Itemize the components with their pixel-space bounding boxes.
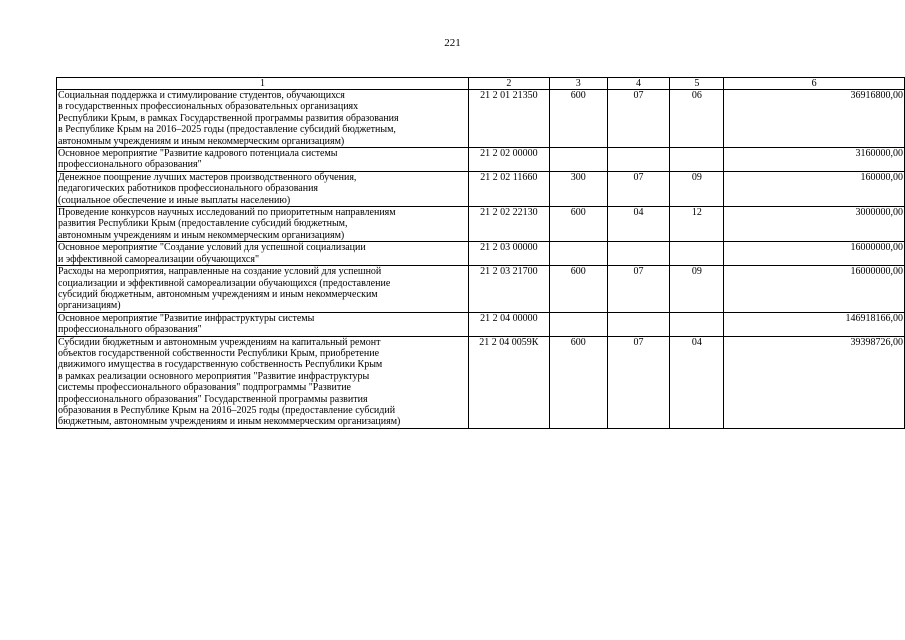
row-subsection: 06 xyxy=(670,90,724,148)
row-target-code: 21 2 03 00000 xyxy=(468,242,549,266)
row-subsection xyxy=(670,148,724,172)
row-target-code: 21 2 02 11660 xyxy=(468,171,549,206)
row-subsection: 09 xyxy=(670,171,724,206)
row-section xyxy=(607,312,670,336)
row-subsection xyxy=(670,242,724,266)
row-amount: 146918166,00 xyxy=(724,312,905,336)
row-subsection: 12 xyxy=(670,207,724,242)
table-row xyxy=(57,207,905,242)
column-header: 3 xyxy=(549,78,607,90)
row-description: Основное мероприятие "Развитие инфраструктуры системы профессионального образования" xyxy=(57,312,469,336)
column-header: 1 xyxy=(57,78,469,90)
row-target-code: 21 2 04 0059К xyxy=(468,336,549,428)
row-amount: 16000000,00 xyxy=(724,266,905,313)
table-row xyxy=(57,336,905,428)
row-subsection: 09 xyxy=(670,266,724,313)
row-section: 07 xyxy=(607,266,670,313)
row-description: Основное мероприятие "Развитие кадрового потенциала системы профессионального образования" xyxy=(57,148,469,172)
row-target-code: 21 2 04 00000 xyxy=(468,312,549,336)
row-expense-type: 600 xyxy=(549,207,607,242)
row-amount: 3000000,00 xyxy=(724,207,905,242)
row-subsection xyxy=(670,312,724,336)
row-expense-type: 300 xyxy=(549,171,607,206)
row-section xyxy=(607,242,670,266)
row-description: Социальная поддержка и стимулирование студентов, обучающихся в государственных профессиональных образовательных организациях Республики Крым, в рамках Государственной программы развития образования в Республике Крым на 2016–2025 годы (предоставление субсидий бюджетным, автономным учреждениям и иным некоммерческим организациям) xyxy=(57,90,469,148)
row-section: 04 xyxy=(607,207,670,242)
column-number-row xyxy=(57,78,905,90)
row-expense-type xyxy=(549,242,607,266)
budget-table xyxy=(56,77,905,429)
column-header: 4 xyxy=(607,78,670,90)
row-section xyxy=(607,148,670,172)
row-description: Основное мероприятие "Создание условий для успешной социализации и эффективной самореализации обучающихся" xyxy=(57,242,469,266)
row-target-code: 21 2 03 21700 xyxy=(468,266,549,313)
row-section: 07 xyxy=(607,336,670,428)
row-amount: 39398726,00 xyxy=(724,336,905,428)
row-amount: 16000000,00 xyxy=(724,242,905,266)
table-row xyxy=(57,90,905,148)
row-target-code: 21 2 02 00000 xyxy=(468,148,549,172)
row-target-code: 21 2 02 22130 xyxy=(468,207,549,242)
page-number: 221 xyxy=(444,37,461,49)
row-expense-type: 600 xyxy=(549,336,607,428)
row-expense-type xyxy=(549,148,607,172)
row-amount: 3160000,00 xyxy=(724,148,905,172)
table-row xyxy=(57,266,905,313)
row-amount: 36916800,00 xyxy=(724,90,905,148)
row-amount: 160000,00 xyxy=(724,171,905,206)
row-section: 07 xyxy=(607,90,670,148)
row-description: Расходы на мероприятия, направленные на создание условий для успешной социализации и эффективной самореализации обучающихся (предоставление субсидий бюджетным, автономным учреждениям и иным некоммерческим организациям) xyxy=(57,266,469,313)
column-header: 6 xyxy=(724,78,905,90)
row-expense-type: 600 xyxy=(549,90,607,148)
row-expense-type xyxy=(549,312,607,336)
row-expense-type: 600 xyxy=(549,266,607,313)
table-row xyxy=(57,242,905,266)
column-header: 5 xyxy=(670,78,724,90)
table-row xyxy=(57,171,905,206)
table-row xyxy=(57,148,905,172)
table-row xyxy=(57,312,905,336)
row-target-code: 21 2 01 21350 xyxy=(468,90,549,148)
row-section: 07 xyxy=(607,171,670,206)
row-subsection: 04 xyxy=(670,336,724,428)
row-description: Проведение конкурсов научных исследований по приоритетным направлениям развития Республики Крым (предоставление субсидий бюджетным, автономным учреждениям и иным некоммерческим организациям) xyxy=(57,207,469,242)
column-header: 2 xyxy=(468,78,549,90)
row-description: Субсидии бюджетным и автономным учреждениям на капитальный ремонт объектов государственной собственности Республики Крым, приобретение движимого имущества в государственную собственность Республики Крым в рамках реализации основного мероприятия "Развитие инфраструктуры системы профессионального образования" подпрограммы "Развитие профессионального образования" Государственной программы развития образования в Республике Крым на 2016–2025 годы (предоставление субсидий бюджетным, автономным учреждениям и иным некоммерческим организациям) xyxy=(57,336,469,428)
row-description: Денежное поощрение лучших мастеров производственного обучения, педагогических работников профессионального образования (социальное обеспечение и иные выплаты населению) xyxy=(57,171,469,206)
